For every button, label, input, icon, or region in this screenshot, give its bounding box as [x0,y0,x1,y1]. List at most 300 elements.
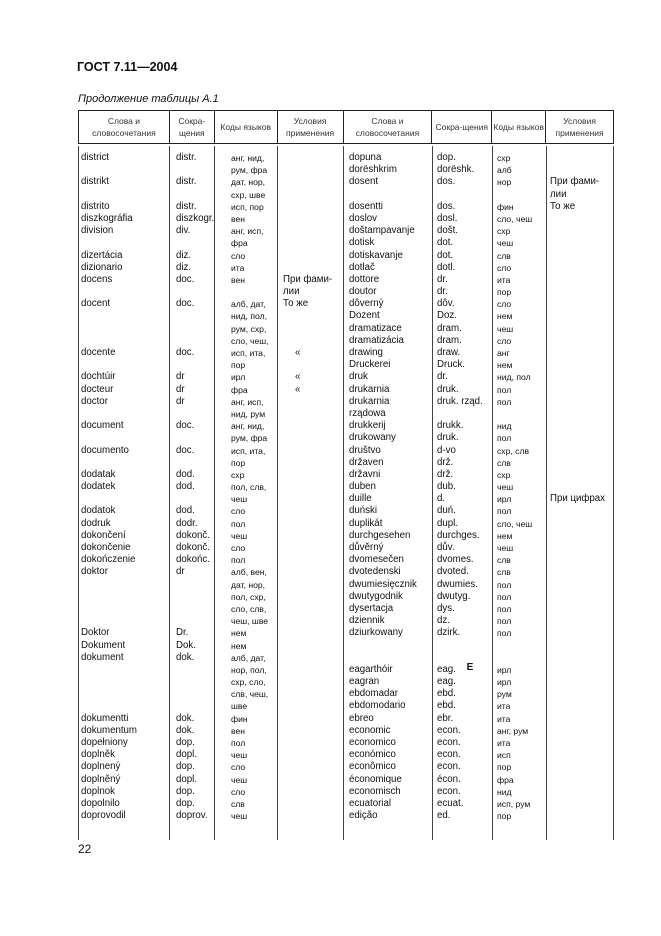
entry-condition [283,640,332,652]
entry-abbr: dorëshk. [437,164,475,176]
entry-codes: пол [497,603,512,614]
entry-codes: дат, нор, [231,579,266,590]
entry-abbr: dop. [176,737,195,748]
entry-codes [231,286,269,298]
entry-word: dizertácia [81,249,123,261]
entry-abbr: dot. [437,237,454,249]
entry-abbr: dôv. [437,298,455,310]
entry-abbr [176,493,214,505]
entry-codes: ирл [497,494,512,505]
entry-codes: исп [497,750,511,761]
entry-codes: пол [497,433,512,444]
entry-word: dokończenie [81,554,136,566]
entry-condition [283,518,332,530]
entry-abbr [176,310,214,322]
header-conditions-right: Условия применения [555,116,604,138]
entry-abbr: dvomes. [437,554,474,566]
entry-word: dramatizace [349,322,402,334]
entry-abbr: div. [176,225,191,237]
entry-abbr: došt. [437,225,459,237]
entry-word: ecuatorial [349,797,392,809]
header-words-right: Слова и словосочетания [344,111,433,143]
entry-word: document [81,420,124,432]
entry-word: dramatizácia [349,334,404,346]
entry-condition [550,700,605,712]
entry-abbr: diz. [176,261,192,273]
entry-condition [283,798,332,810]
entry-codes: фин [231,713,248,724]
entry-codes: пор [497,811,512,822]
entry-word [81,493,137,505]
entry-abbr: ecuat. [437,797,464,809]
entry-word [81,591,137,603]
entry-codes: ирл [497,677,512,688]
entry-word: ebdomadar [349,688,399,700]
entry-word: district [81,152,109,163]
entry-condition [283,554,332,566]
right-conditions-column [550,152,605,822]
entry-word: durchgesehen [349,529,411,541]
entry-word: econômico [349,761,396,773]
entry-condition [283,164,332,176]
entry-abbr: ebd. [437,700,456,712]
entry-codes: чеш [231,811,248,822]
entry-word: duński [349,505,378,517]
column-divider [492,146,493,840]
entry-word: docteur [81,383,114,395]
entry-condition: То же [283,298,309,310]
entry-condition [550,420,605,432]
entry-condition [283,615,332,627]
entry-abbr: draw. [437,347,461,358]
entry-word: edição [349,810,378,822]
entry-condition [283,713,332,725]
entry-word: doutor [349,286,377,298]
entry-abbr: dop. [176,797,195,809]
entry-condition [283,457,332,469]
entry-codes: пол [497,591,512,602]
header-abbr-right: Сокра-щения [432,111,492,143]
entry-word: doplnok [81,785,115,797]
entry-condition [550,579,605,591]
entry-codes: сло, чеш, [231,335,269,346]
entry-abbr: dop. [437,152,456,163]
entry-abbr [176,408,214,420]
entry-codes: слв [231,798,245,809]
entry-word: dorëshkrim [349,164,397,176]
entry-condition [550,225,605,237]
entry-word: dokumentti [81,712,129,724]
entry-condition [550,335,605,347]
entry-word [81,323,137,335]
entry-codes: нид, пол, [231,311,267,322]
entry-word: doktor [81,566,108,578]
entry-condition [550,469,605,481]
entry-condition [283,725,332,737]
entry-codes: исп, ита, [231,348,266,358]
entry-abbr: dr [176,566,185,578]
entry-word [81,457,137,469]
entry-condition [550,262,605,274]
entry-codes: пол [497,579,512,590]
entry-word [81,310,137,322]
entry-condition [283,262,332,274]
entry-codes: ита [231,262,245,273]
entry-word: dopuna [349,152,382,163]
entry-codes: чеш [497,323,514,334]
entry-word: Doktor [81,627,110,639]
entry-word: eagarthóir [349,663,393,675]
entry-condition [550,457,605,469]
entry-codes: сло [497,262,512,273]
entry-word: drukarnia [349,383,390,395]
page-number: 22 [78,842,92,856]
entry-condition [550,603,605,615]
entry-word: doplněný [81,773,121,785]
entry-word [81,700,137,712]
entry-codes: сло [231,506,246,517]
entry-word: dochtúir [81,371,116,383]
entry-condition [283,493,332,505]
entry-condition [550,359,605,371]
entry-word: doprovodil [81,810,126,822]
entry-word: dôverný [349,298,384,310]
entry-condition [550,591,605,603]
entry-word: Dokument [81,639,126,651]
column-divider [432,146,433,840]
entry-condition [283,652,332,664]
entry-codes: анг, нид, [231,153,265,163]
entry-condition [283,737,332,749]
entry-abbr [176,323,214,335]
entry-codes: анг, нид, [231,421,265,432]
entry-abbr: dr. [437,286,448,298]
entry-condition [550,298,605,310]
entry-codes: пол [497,628,512,639]
entry-word: duille [349,493,372,505]
entry-codes: схр, шве [231,189,266,200]
entry-codes: схр, слв [497,445,530,456]
entry-codes: дат, нор, [231,177,266,188]
entry-condition [283,481,332,493]
entry-word [81,688,137,700]
entry-abbr: doc. [176,298,195,310]
entry-word: economisch [349,785,401,797]
entry-codes: нид, рум [231,408,266,419]
entry-codes: слв, чеш, [231,689,269,700]
entry-codes: слв [497,250,511,261]
entry-condition: То же [550,200,576,212]
entry-word: documento [81,444,129,456]
document-title: ГОСТ 7.11—2004 [77,60,178,74]
entry-condition [283,420,332,432]
table-caption: Продолжение таблицы А.1 [78,93,219,105]
entry-word: diszkográfia [81,212,133,224]
section-letter: E [466,662,474,673]
entry-condition [550,274,605,286]
entry-word: dizionario [81,261,123,273]
entry-abbr: dr. [437,371,448,383]
entry-condition [283,213,332,225]
entry-condition [550,542,605,554]
entry-codes: ита [497,701,511,712]
entry-codes: слв [497,567,511,578]
entry-word: docens [81,273,113,285]
entry-abbr [176,164,214,176]
entry-codes: нем [497,360,513,371]
entry-codes: пол [231,518,246,529]
entry-codes: чеш [497,482,514,493]
entry-condition [283,396,332,408]
entry-abbr: dokonč. [176,542,210,553]
entry-condition [283,237,332,249]
entry-abbr: duń. [437,505,456,517]
entry-abbr [437,408,483,420]
entry-condition [550,652,605,664]
entry-word: dottore [349,273,380,285]
entry-abbr: dokonč. [176,529,210,541]
entry-condition [283,542,332,554]
entry-codes: слв [497,555,511,566]
entry-abbr [176,189,214,201]
entry-word: distrikt [81,176,109,188]
entry-abbr: doc. [176,347,195,358]
entry-codes: анг, рум [497,725,529,736]
entry-abbr: dod. [176,505,195,517]
entry-condition [283,505,332,517]
entry-abbr: dr [176,371,185,383]
entry-codes: нем [497,530,513,541]
column-divider [169,146,170,840]
entry-abbr: ed. [437,810,451,822]
entry-abbr: dr [176,395,185,407]
entry-word [349,652,417,664]
entry-codes: алб, дат, [231,299,266,310]
entry-abbr: dr [176,383,185,395]
entry-word: doslov [349,212,378,224]
left-conditions-column [283,152,332,822]
entry-word: dysertacja [349,602,394,614]
entry-codes: сло, слв, [231,603,267,614]
entry-word: drukkerij [349,420,386,432]
entry-codes: вен [231,213,245,224]
entry-codes: схр [497,153,511,163]
entry-word [349,189,417,201]
entry-codes: схр [497,469,511,480]
entry-codes: фин [497,201,514,212]
entry-condition [550,810,605,822]
entry-word: drukarnia [349,395,390,407]
entry-abbr: dzirk. [437,627,461,639]
entry-abbr: dop. [176,761,195,773]
entry-word [81,359,137,371]
entry-condition [550,798,605,810]
entry-abbr: dot. [437,249,454,261]
entry-condition [550,737,605,749]
entry-abbr: dok. [176,651,195,663]
entry-codes: фра [231,384,248,395]
entry-codes: пол [231,738,246,748]
entry-condition [283,201,332,213]
entry-word: dotiskavanje [349,249,403,261]
entry-abbr: dop. [176,785,195,797]
entry-word: dopełniony [81,737,128,748]
entry-abbr: dopl. [176,749,198,761]
entry-condition [550,640,605,652]
entry-word: docente [81,347,116,358]
entry-condition [283,688,332,700]
entry-abbr: dosl. [437,212,458,224]
entry-codes: пол, схр, [231,591,266,602]
entry-codes: исп, пор [231,201,264,212]
entry-word: dotisk [349,237,375,249]
entry-word: društvo [349,444,381,456]
entry-word: dodatak [81,468,116,480]
entry-word [81,579,137,591]
entry-condition [283,250,332,262]
entry-codes: сло [231,762,246,773]
right-codes-column [497,152,532,822]
entry-condition [283,603,332,615]
entry-condition: « [295,383,301,395]
entry-word: duben [349,481,376,493]
left-codes-column [231,152,269,822]
entry-condition [283,810,332,822]
entry-codes: чеш [231,530,248,541]
entry-codes: алб [497,165,512,176]
entry-condition [550,408,605,420]
entry-word: drawing [349,347,383,358]
entry-condition [283,335,332,347]
entry-codes: алб, вен, [231,567,267,578]
entry-word: dosent [349,176,379,188]
entry-abbr: écon. [437,773,461,785]
entry-condition [283,469,332,481]
entry-codes: пол [497,506,512,517]
entry-codes: ита [497,713,511,724]
entry-codes: чеш, шве [231,616,269,627]
entry-codes: анг [497,348,510,358]
entry-word: ebreo [349,712,374,724]
entry-abbr: dz. [437,615,450,627]
column-divider [277,146,278,840]
entry-word: državen [349,456,384,468]
entry-abbr [176,615,214,627]
entry-abbr: dram. [437,334,462,346]
entry-codes: нем [497,311,513,322]
entry-condition [550,725,605,737]
entry-word: dziennik [349,615,385,627]
entry-codes: ита [497,274,511,285]
entry-abbr [176,603,214,615]
entry-codes: чеш [231,494,248,505]
entry-abbr [176,700,214,712]
entry-condition [550,786,605,798]
entry-codes: анг, исп, [231,226,264,237]
entry-abbr: Dok. [176,639,196,651]
entry-condition [550,676,605,688]
entry-abbr: dod. [176,468,195,480]
entry-abbr: dod. [176,481,195,493]
entry-word: doctor [81,395,108,407]
entry-abbr: doprov. [176,810,208,822]
entry-codes: сло [231,543,246,553]
entry-condition [550,566,605,578]
entry-condition [283,749,332,761]
entry-condition [283,579,332,591]
entry-codes: ирл [497,664,512,675]
entry-condition [283,176,332,188]
entry-word: dokončení [81,529,126,541]
entry-condition [550,713,605,725]
entry-condition [283,786,332,798]
entry-abbr: dův. [437,542,455,553]
entry-abbr [176,579,214,591]
entry-word: državni [349,468,381,480]
entry-abbr: drž. [437,456,454,468]
entry-condition [550,323,605,335]
entry-abbr: ebd. [437,688,456,700]
entry-abbr: drž. [437,468,454,480]
entry-condition [550,164,605,176]
entry-condition [550,347,605,359]
entry-condition: « [295,371,301,383]
header-abbr: Сокра-щения [170,111,215,143]
entry-codes: алб, дат, [231,652,266,663]
entry-condition [550,310,605,322]
entry-word [81,432,137,444]
left-words-column [81,152,137,822]
entry-codes: рум [497,689,512,700]
entry-condition [283,323,332,335]
entry-codes: пор [231,457,246,468]
entry-abbr: dos. [437,200,456,212]
entry-condition [550,152,605,164]
entry-abbr [176,664,214,676]
entry-codes: схр [497,226,511,237]
entry-word: dopolnilo [81,797,120,809]
entry-codes [497,640,532,652]
entry-condition [550,481,605,493]
entry-codes: чеш [231,750,248,761]
entry-codes: чеш [497,543,514,553]
entry-condition [283,225,332,237]
entry-condition [283,774,332,786]
entry-abbr: dok. [176,712,195,724]
entry-abbr: dvoted. [437,566,469,578]
entry-abbr: doc. [176,420,195,432]
entry-condition [283,700,332,712]
entry-codes: сло, чеш [497,213,533,224]
entry-codes [497,189,532,201]
entry-word: dokumentum [81,724,138,736]
entry-word: distrito [81,200,110,212]
entry-condition [283,591,332,603]
entry-condition [550,505,605,517]
entry-word: economic [349,724,391,736]
entry-word: drukowany [349,432,396,444]
entry-word: dodruk [81,517,111,529]
entry-abbr: dwutyg. [437,590,471,602]
entry-abbr [176,286,214,298]
entry-condition [283,761,332,773]
entry-abbr: econ. [437,785,461,797]
entry-codes: исп, рум [497,798,531,809]
entry-codes: вен [231,725,245,736]
entry-condition [550,530,605,542]
entry-word [81,164,137,176]
entry-codes: сло [231,250,246,261]
